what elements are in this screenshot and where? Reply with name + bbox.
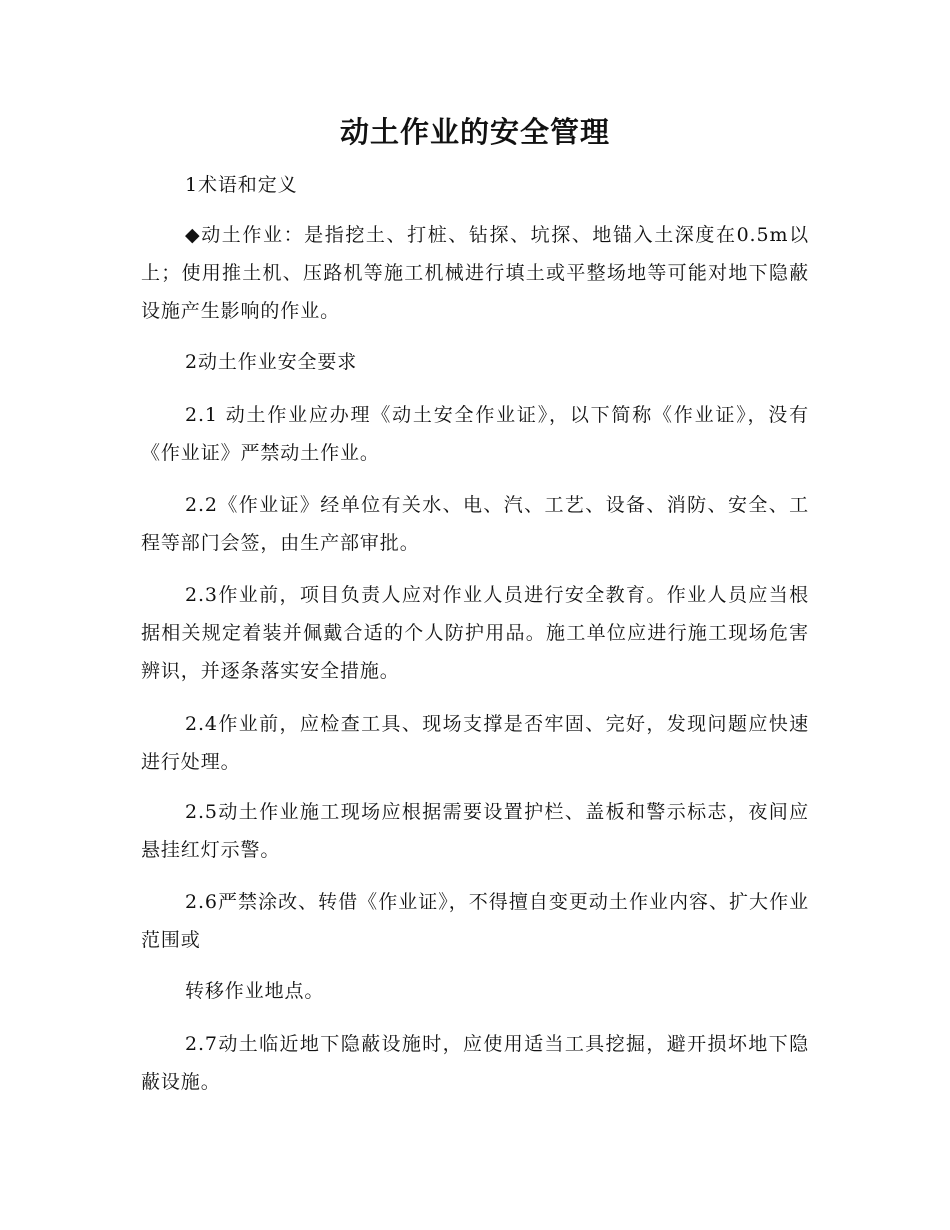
document-title: 动土作业的安全管理 xyxy=(339,115,610,149)
paragraph-2-4: 2.4作业前，应检查工具、现场支撑是否牢固、完好，发现问题应快速进行处理。 xyxy=(141,713,809,773)
section-heading-1: 1术语和定义 xyxy=(185,174,298,196)
paragraph-2-5: 2.5动土作业施工现场应根据需要设置护栏、盖板和警示标志，夜间应悬挂红灯示警。 xyxy=(141,801,809,861)
paragraph-2-7: 2.7动土临近地下隐蔽设施时，应使用适当工具挖掘，避开损坏地下隐蔽设施。 xyxy=(141,1033,809,1093)
section-heading-2: 2动土作业安全要求 xyxy=(185,351,358,373)
paragraph-2-6-continued: 转移作业地点。 xyxy=(185,980,325,1002)
paragraph-2-2: 2.2《作业证》经单位有关水、电、汽、工艺、设备、消防、安全、工程等部门会签，由生产部审批。 xyxy=(141,494,809,554)
paragraph-2-3: 2.3作业前，项目负责人应对作业人员进行安全教育。作业人员应当根据相关规定着装并佩戴合适的个人防护用品。施工单位应进行施工现场危害辨识，并逐条落实安全措施。 xyxy=(141,584,809,682)
paragraph-2-1: 2.1 动土作业应办理《动土安全作业证》，以下简称《作业证》，没有《作业证》严禁动土作业。 xyxy=(141,404,809,464)
paragraph-2-6: 2.6严禁涂改、转借《作业证》，不得擅自变更动土作业内容、扩大作业范围或 xyxy=(141,891,809,951)
paragraph-definition: ◆动土作业：是指挖土、打桩、钻探、坑探、地锚入土深度在0.5m以上；使用推土机、压路机等施工机械进行填土或平整场地等可能对地下隐蔽设施产生影响的作业。 xyxy=(141,224,809,322)
